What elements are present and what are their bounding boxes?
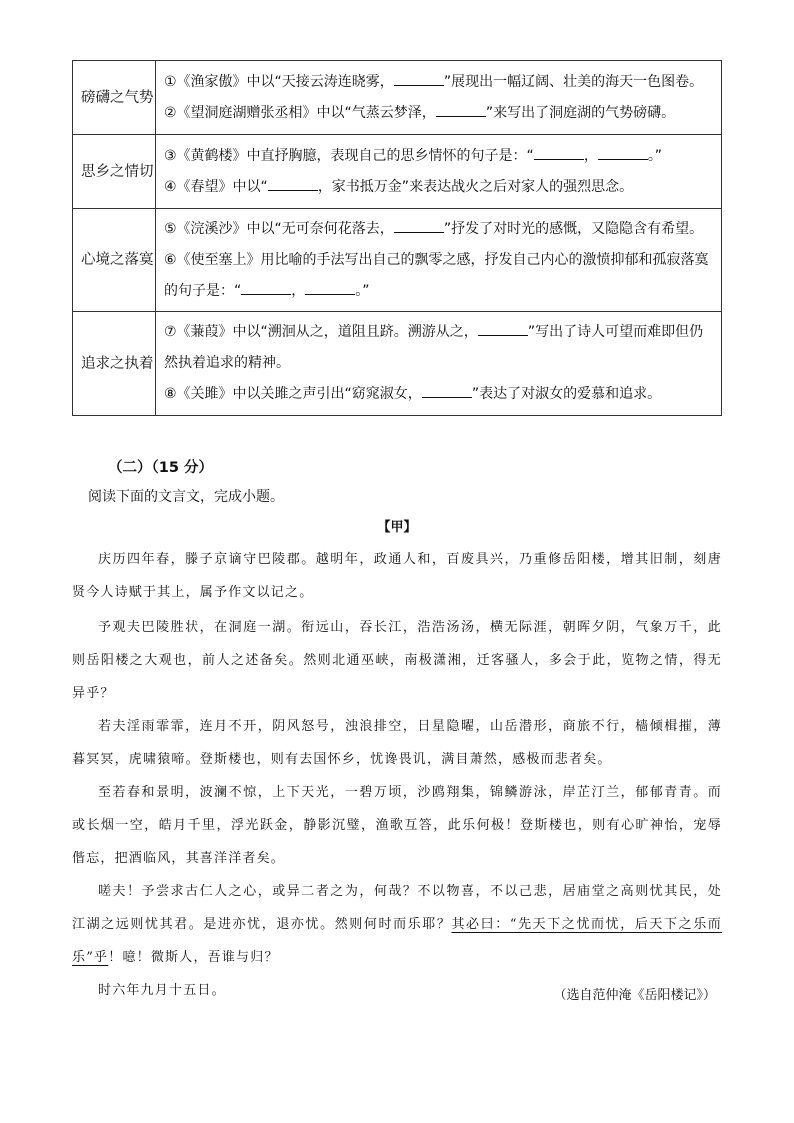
content-cell (156, 61, 722, 135)
content-cell (156, 135, 722, 209)
answer-blank[interactable] (598, 145, 648, 160)
answer-blank[interactable] (422, 383, 472, 398)
category-cell: 磅礴之气势 (73, 61, 156, 135)
question-line: ⑥《使至塞上》用比喻的手法写出自己的飘零之感，抒发自己内心的激愤抑郁和孤寂落寞 (164, 251, 709, 268)
section-instructions: 阅读下面的文言文，完成小题。 (88, 489, 284, 505)
essay-paragraph: 时六年九月十五日。 (98, 983, 226, 998)
passage-label: 【甲】 (377, 520, 417, 535)
content-cell (156, 209, 722, 312)
answer-blank[interactable] (436, 102, 486, 117)
essay-paragraph: 嗟夫！予尝求古仁人之心，或异二者之为，何哉？不以物喜，不以己悲，居庙堂之高则忧其民，处江湖之远则忧其君。是进亦忧，退亦忧。然则何时而乐耶？其必曰：“先天下之忧而忧，后天下之乐而乐”乎！噫！微斯人，吾谁与归？ (72, 884, 722, 965)
category-cell: 心境之落寞 (73, 209, 156, 312)
content-cell (156, 312, 722, 416)
question-line: ③《黄鹤楼》中直抒胸臆，表现自己的思乡情怀的句子是：“ ， 。” (164, 141, 713, 172)
table-row (73, 312, 722, 416)
essay-paragraph: 予观夫巴陵胜状，在洞庭一湖。衔远山，吞长江，浩浩汤汤，横无际涯，朝晖夕阴，气象万千，此则岳阳楼之大观也，前人之述备矣。然则北通巫峡，南极潇湘，迁客骚人，多会于此，览物之情，得无异乎？ (72, 620, 722, 701)
answer-blank[interactable] (478, 321, 528, 336)
table-row (73, 61, 722, 135)
section-heading: （二）（15 分） (108, 460, 213, 476)
essay-paragraph: 庆历四年春，滕子京谪守巴陵郡。越明年，政通人和，百废具兴，乃重修岳阳楼，增其旧制，刻唐贤今人诗赋于其上，属予作文以记之。 (72, 552, 722, 600)
table-row (73, 135, 722, 209)
question-line: 的句子是：“ ， 。” (164, 276, 713, 307)
answer-blank[interactable] (241, 280, 291, 295)
source-citation: （选自范仲淹《岳阳楼记》） (553, 988, 716, 1003)
poetry-fill-in-table (72, 60, 722, 416)
category-cell: 思乡之情切 (73, 135, 156, 209)
question-line: 然执着追求的精神。 (164, 355, 290, 371)
answer-blank[interactable] (394, 218, 444, 233)
question-line: ⑤《浣溪沙》中以“无可奈何花落去， ”抒发了对时光的感慨，又隐隐含有希望。 (164, 214, 713, 245)
essay-paragraph: 若夫淫雨霏霏，连月不开，阴风怒号，浊浪排空，日星隐曜，山岳潜形，商旅不行，樯倾楫摧，薄暮冥冥，虎啸猿啼。登斯楼也，则有去国怀乡，忧谗畏讥，满目萧然，感极而悲者矣。 (72, 719, 722, 767)
underlined-sentence: 其必曰：“先天下之忧而忧，后天下之乐而乐”乎 (72, 917, 722, 965)
essay-paragraph: 至若春和景明，波澜不惊，上下天光，一碧万顷，沙鸥翔集，锦鳞游泳，岸芷汀兰，郁郁青青。而或长烟一空，皓月千里，浮光跃金，静影沉璧，渔歌互答，此乐何极！登斯楼也，则有心旷神怡，宠辱偕忘，把酒临风，其喜洋洋者矣。 (72, 785, 722, 866)
classical-essay (72, 543, 722, 1007)
answer-blank[interactable] (268, 176, 318, 191)
category-cell: 追求之执着 (73, 312, 156, 416)
question-line: ⑦《蒹葭》中以“溯洄从之，道阻且跻。溯游从之， ”写出了诗人可望而难即但仍 (164, 317, 713, 348)
question-line: ②《望洞庭湖赠张丞相》中以“气蒸云梦泽， ”来写出了洞庭湖的气势磅礴。 (164, 98, 713, 129)
answer-blank[interactable] (394, 71, 444, 86)
answer-blank[interactable] (534, 145, 584, 160)
answer-blank[interactable] (305, 280, 355, 295)
question-line: ⑧《关雎》中以关雎之声引出“窈窕淑女， ”表达了对淑女的爱慕和追求。 (164, 379, 713, 410)
table-row (73, 209, 722, 312)
question-line: ①《渔家傲》中以“天接云涛连晓雾， ”展现出一幅辽阔、壮美的海天一色图卷。 (164, 67, 713, 98)
question-line: ④《春望》中以“ ，家书抵万金”来表达战火之后对家人的强烈思念。 (164, 172, 713, 203)
